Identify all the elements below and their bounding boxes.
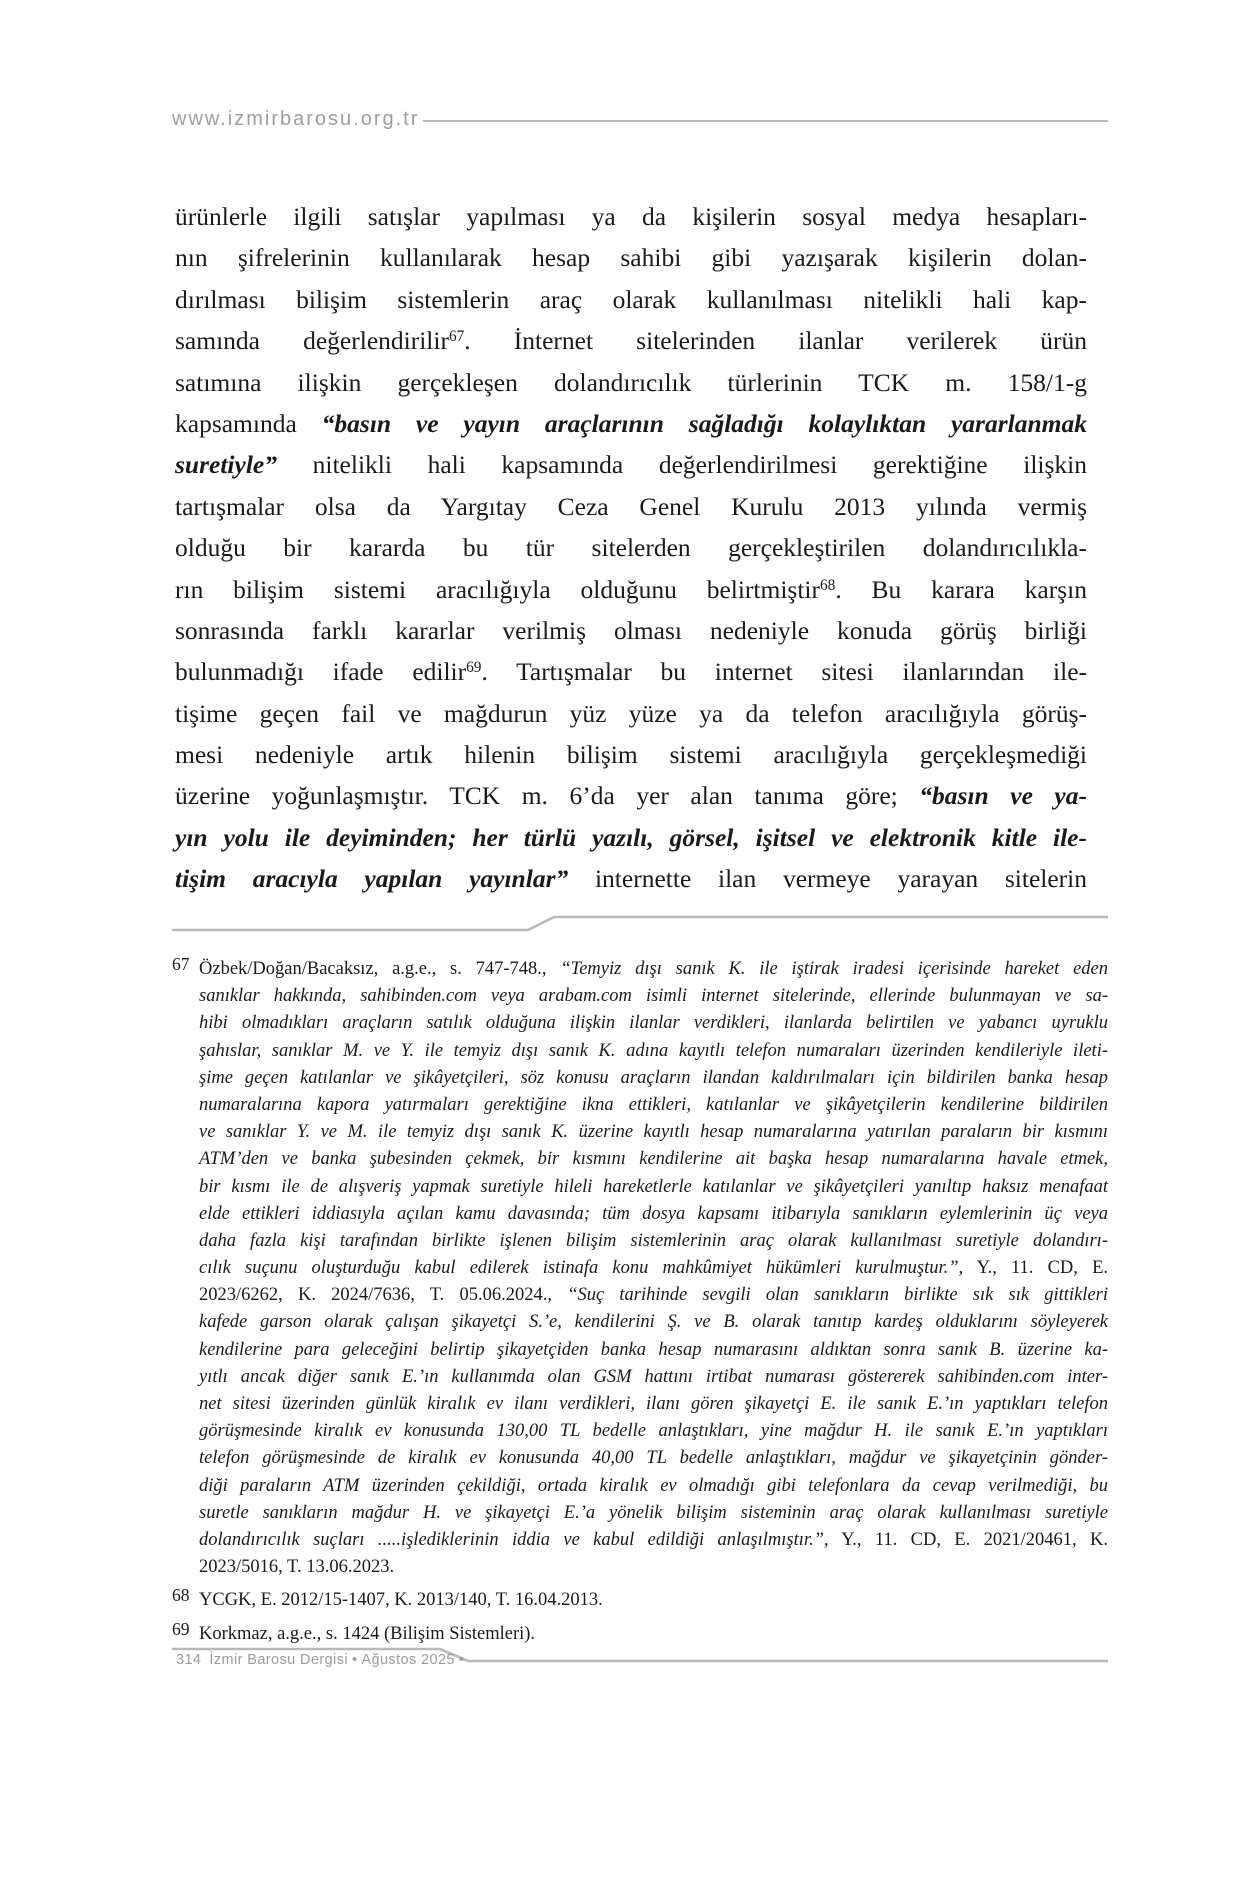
footnote-69 [172, 1618, 1108, 1648]
text-run: bir kısmı ile de alışveriş yapmak suretiyle hileli hareketlerle katılanlar ve şikâyetçileri yanıltıp haksız menafaat [199, 1176, 1108, 1197]
body-line [175, 362, 1087, 403]
text-run: YCGK, E. 2012/15-1407, K. 2013/140, T. 16.04.2013. [199, 1590, 603, 1611]
footnote-line [199, 1174, 1108, 1201]
page-number: 314 [176, 1652, 202, 1668]
text-run: üzerine yoğunlaşmıştır. TCK m. 6’da yer alan tanıma göre; [175, 781, 920, 811]
text-run: internette ilan vermeye yarayan sitelerin [568, 864, 1088, 894]
footnote-line [199, 1282, 1108, 1309]
text-run: kendilerine para geleceğini belirtip şikayetçiden banka hesap numarasını aldıktan sonra sanık B. üzerine ka- [199, 1339, 1108, 1360]
footnote-line [199, 1337, 1108, 1364]
footnote-line [199, 1228, 1108, 1255]
text-run: suretiyle” [175, 450, 277, 480]
footer-trailing-bullet: • [458, 1652, 465, 1668]
text-run: cılık suçunu oluşturduğu kabul edilerek istinafa konu mahkûmiyet hükümleri kurulmuştur.”, [199, 1258, 964, 1279]
text-run: Y., 11. CD, E. 2021/20461, K. [828, 1529, 1108, 1550]
body-line [175, 444, 1087, 485]
footnote-ref-68: 68 [820, 576, 836, 594]
footnote-line [199, 1445, 1108, 1472]
text-run: ATM’den ve banka şubesinden çekmek, bir kısmını kendilerine ait başka hesap numaralarına havale etmek, [199, 1149, 1108, 1170]
text-run: 2023/5016, T. 13.06.2023. [199, 1557, 395, 1578]
text-run: Özbek/Doğan/Bacaksız, a.g.e., s. 747-748., [199, 959, 561, 979]
body-line [175, 569, 1087, 610]
text-run: görüşmesinde kiralık ev konusunda 130,00 TL bedelle anlaştıkları, yine mağdur H. ile sanık E.’ın yaptıkları [199, 1421, 1108, 1442]
text-run: tişim aracıyla yapılan yayınlar” [175, 864, 569, 894]
footnote-line [199, 1010, 1108, 1037]
footnote-68 [172, 1587, 1108, 1614]
text-run: tişime geçen fail ve mağdurun yüz yüze ya da telefon aracılığıyla görüş- [175, 698, 1087, 728]
footnote-number: 68 [172, 1585, 190, 1606]
text-run: elde ettikleri iddiasıyla açılan kamu davasında; tüm dosya kapsamı itibarıyla sanıkların eylemlerinin üç veya [199, 1203, 1108, 1224]
text-run: tartışmalar olsa da Yargıtay Ceza Genel Kurulu 2013 yılında vermiş [175, 491, 1087, 521]
footnote-ref-67: 67 [448, 328, 465, 346]
footnote-line [199, 1065, 1108, 1092]
issue-date: Ağustos 2025 [361, 1652, 455, 1668]
text-run: hibi olmadıkları araçların satılık olduğuna ilişkin ilanlar verdikleri, ilanlarda belirtilen ve yabancı uyruklu [199, 1013, 1108, 1034]
text-run: kapsamında [175, 408, 322, 438]
footnote-line [199, 1587, 1108, 1614]
text-run: kafede garson olarak çalışan şikayetçi S.’e, kendilerini Ş. ve B. olarak tanıtıp kardeş olduklarını söyleyerek [199, 1312, 1108, 1333]
text-run: “Suç tarihinde sevgili olan sanıkların birlikte sık sık gittikleri [567, 1285, 1108, 1306]
text-run: . İnternet sitelerinden ilanlar verilerek ürün [464, 326, 1087, 356]
page-header [172, 108, 1108, 131]
footnote-line [199, 1092, 1108, 1119]
footnote-line [199, 1119, 1108, 1146]
header-rule [423, 120, 1108, 122]
body-line [175, 237, 1087, 278]
body-line [175, 486, 1087, 527]
footnote-line [199, 1201, 1108, 1228]
text-run: satımına ilişkin gerçekleşen dolandırıcılık türlerinin TCK m. 158/1-g [175, 367, 1087, 397]
footer-bullet: • [351, 1652, 358, 1668]
body-line [175, 196, 1087, 237]
site-url-text: www.izmirbarosu.org.tr [172, 108, 420, 130]
text-run: sanıklar hakkında, sahibinden.com veya arabam.com isimli internet sitelerinde, ellerinde bulunmayan ve sa- [199, 986, 1108, 1007]
footnote-number: 69 [172, 1618, 190, 1639]
text-run: “basın ve yayın araçlarının sağladığı kolaylıktan yararlanmak [321, 408, 1087, 438]
text-run: “basın ve ya- [919, 781, 1087, 811]
text-run: Y., 11. CD, E. [963, 1258, 1108, 1279]
text-run: net sitesi üzerinden günlük kiralık ev ilanı verdikleri, ilanı gören şikayetçi E. ile sanık E.’ın yaptıkları telefon [199, 1394, 1108, 1414]
footnote-67 [172, 956, 1108, 1581]
text-run: 2023/6262, K. 2024/7636, T. 05.06.2024., [199, 1285, 568, 1306]
text-run: ve sanıklar Y. ve M. ile temyiz dışı sanık K. üzerine kayıtlı hesap numaralarına yatırılan paraların bir kısmını [199, 1122, 1108, 1143]
body-line [175, 279, 1087, 320]
footnote-separator [172, 910, 1108, 936]
footnote-line [199, 983, 1108, 1010]
footnote-line [199, 1309, 1108, 1336]
text-run: suretle sanıkların mağdur H. ve şikayetçi E.’a yönelik bilişim sisteminin araç olarak kullanılması suretiyle [199, 1502, 1108, 1523]
text-run: şahıslar, sanıklar M. ve Y. ile temyiz dışı sanık K. adına kayıtlı telefon numaraları üzerinden kendileriyle ileti- [199, 1040, 1108, 1061]
text-run: sonrasında farklı kararlar verilmiş olması nedeniyle konuda görüş birliği [175, 615, 1087, 645]
footnote-line [199, 1473, 1108, 1500]
text-run: nın şifrelerinin kullanılarak hesap sahibi gibi yazışarak kişilerin dolan- [175, 243, 1087, 273]
page-footer [176, 1652, 468, 1668]
footnote-number: 67 [172, 954, 190, 974]
body-line [175, 651, 1087, 692]
journal-title: İzmir Barosu Dergisi [209, 1652, 348, 1668]
text-run: “Temyiz dışı sanık K. ile iştirak iradesi içerisinde hareket eden [560, 959, 1108, 979]
footnote-line [199, 956, 1108, 983]
text-run: numaralarına kapora yatırmaları gerektiğine ikna ettikleri, katılanlar ve şikâyetçilerin kendilerine bildirilen [199, 1094, 1108, 1115]
text-run: bulunmadığı ifade edilir [175, 657, 467, 687]
text-run: diği paraların ATM üzerinden çekildiği, ortada kiralık ev olmadığı gibi telefonlara da cevap verilmediği, bu [199, 1475, 1108, 1496]
text-run: yın yolu ile deyiminden; her türlü yazılı, görsel, işitsel ve elektronik kitle ile- [175, 822, 1087, 852]
body-line [175, 858, 1087, 899]
text-run: . Bu karara karşın [835, 574, 1087, 604]
footnote-line [199, 1554, 1108, 1581]
body-line [175, 775, 1087, 816]
text-run: . Tartışmalar bu internet sitesi ilanlarından ile- [481, 657, 1087, 687]
footnote-line [199, 1418, 1108, 1445]
text-run: rın bilişim sistemi aracılığıyla olduğunu belirtmiştir [175, 574, 821, 604]
footnote-line [199, 1621, 1108, 1648]
body-line [175, 817, 1087, 858]
text-run: şime geçen katılanlar ve şikâyetçileri, söz konusu araçların ilandan kaldırılmaları için bildirilen banka hesap [199, 1067, 1108, 1088]
text-run: daha fazla kişi tarafından birlikte işlenen bilişim sistemlerinin araç olarak kullanılması suretiyle dolandırı- [199, 1230, 1108, 1251]
footnote-line [199, 1255, 1108, 1282]
text-run: ürünlerle ilgili satışlar yapılması ya da kişilerin sosyal medya hesapları- [175, 202, 1087, 231]
footnote-line [199, 1038, 1108, 1065]
footnote-line [199, 1500, 1108, 1527]
text-run: dırılması bilişim sistemlerin araç olarak kullanılması nitelikli hali kap- [175, 284, 1087, 314]
text-run: samında değerlendirilir [175, 326, 449, 356]
body-line [175, 693, 1087, 734]
body-line [175, 527, 1087, 568]
footnotes-section [172, 956, 1108, 1648]
article-body [175, 196, 1087, 900]
text-run: mesi nedeniyle artık hilenin bilişim sistemi aracılığıyla gerçekleşmediği [175, 740, 1087, 770]
footnote-line [199, 1527, 1108, 1554]
footnote-ref-69: 69 [466, 659, 482, 677]
body-line [175, 734, 1087, 775]
body-line [175, 403, 1087, 444]
footnote-line [199, 1391, 1108, 1418]
text-run: Korkmaz, a.g.e., s. 1424 (Bilişim Sistemleri). [199, 1623, 536, 1644]
footnote-line [199, 1146, 1108, 1173]
text-run: dolandırıcılık suçları .....işlediklerinin iddia ve kabul edildiği anlaşılmıştır.”, [199, 1529, 829, 1550]
body-line [175, 320, 1087, 361]
footnote-line [199, 1364, 1108, 1391]
text-run: olduğu bir kararda bu tür sitelerden gerçekleştirilen dolandırıcılıkla- [175, 533, 1087, 563]
body-line [175, 610, 1087, 651]
text-run: nitelikli hali kapsamında değerlendirilmesi gerektiğine ilişkin [277, 450, 1087, 480]
text-run: telefon görüşmesinde de kiralık ev konusunda 40,00 TL bedelle anlaştıkları, mağdur ve şikayetçinin gönder- [199, 1448, 1108, 1469]
text-run: yıtlı ancak diğer sanık E.’ın kullanımda olan GSM hattını irtibat numarası göstererek sahibinden.com inter- [199, 1366, 1108, 1387]
